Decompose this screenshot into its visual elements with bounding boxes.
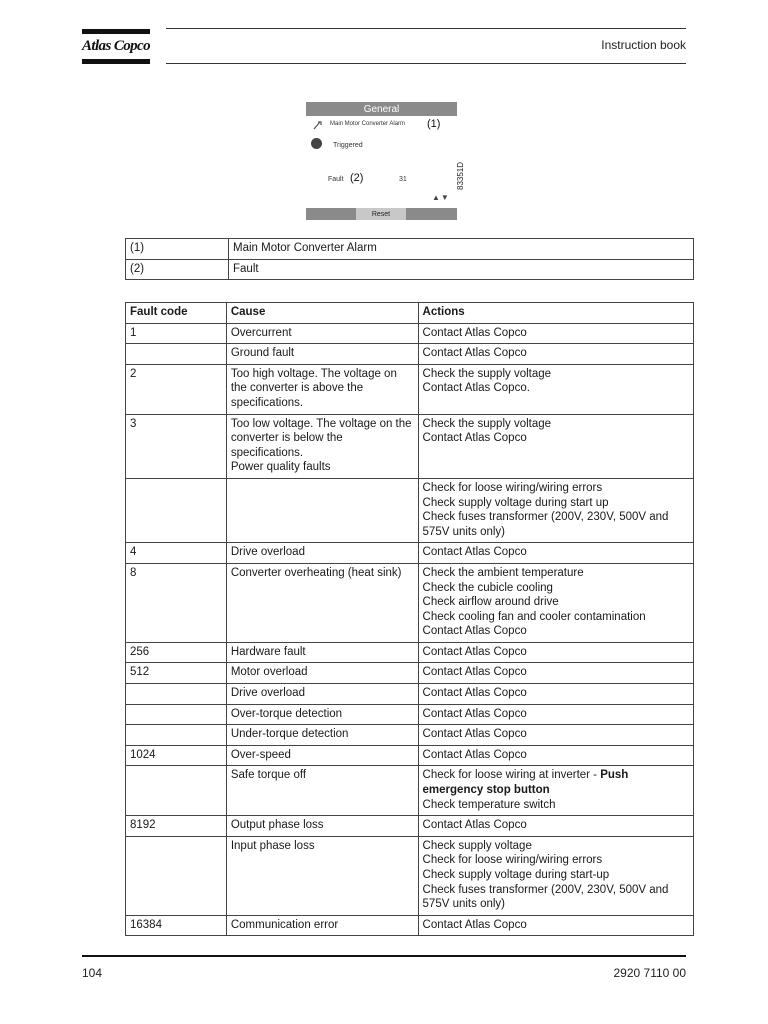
actions-cell: Contact Atlas Copco [418,725,693,746]
fault-code-cell: 1024 [126,745,227,766]
table-row [126,414,694,478]
legend-desc: Main Motor Converter Alarm [229,239,694,260]
fault-code-table [125,302,694,936]
table-header-row [126,303,694,324]
table-row [126,836,694,915]
actions-cell: Check for loose wiring/wiring errors Check supply voltage during start up Check fuses transformer (200V, 230V, 500V and 575V units only) [418,478,693,542]
cause-cell: Overcurrent [226,323,418,344]
fault-code-cell: 512 [126,663,227,684]
cause-cell: Output phase loss [226,816,418,837]
legend-ref: (2) [126,259,229,280]
header-actions: Actions [418,303,693,324]
fault-code-cell [126,704,227,725]
document-number: 2920 7110 00 [613,966,686,980]
actions-cell: Contact Atlas Copco [418,663,693,684]
fault-code-cell: 256 [126,642,227,663]
actions-cell: Check the supply voltage Contact Atlas Copco [418,414,693,478]
cause-cell: Hardware fault [226,642,418,663]
actions-cell: Contact Atlas Copco [418,915,693,936]
screen-fault-value: 31 [399,176,407,183]
header-rule-top [166,28,686,29]
fault-code-cell [126,725,227,746]
actions-cell [418,766,693,816]
header-cause: Cause [226,303,418,324]
actions-cell: Contact Atlas Copco [418,642,693,663]
fault-code-cell [126,836,227,915]
screen-reset-button: Reset [356,208,406,220]
legend-desc: Fault [229,259,694,280]
screen-fault-label: Fault [328,176,344,183]
table-row [126,344,694,365]
cause-cell: Drive overload [226,684,418,705]
header-title: Instruction book [601,38,686,52]
actions-cell: Contact Atlas Copco [418,323,693,344]
callout-2: (2) [350,172,364,184]
actions-cell: Contact Atlas Copco [418,543,693,564]
table-row [126,543,694,564]
table-row [126,684,694,705]
table-row [126,239,694,260]
header-fault-code: Fault code [126,303,227,324]
fault-code-cell: 4 [126,543,227,564]
action-text: Check for loose wiring at inverter - [422,769,601,782]
header-rule-bottom [166,63,686,64]
screen-alarm-text: Main Motor Converter Alarm [330,121,406,127]
scroll-arrows-icon: ▲▼ [432,193,450,202]
actions-cell: Contact Atlas Copco [418,816,693,837]
table-row [126,816,694,837]
cause-cell: Motor overload [226,663,418,684]
atlas-copco-logo [82,29,150,64]
table-row [126,323,694,344]
cause-cell: Input phase loss [226,836,418,915]
cause-cell: Drive overload [226,543,418,564]
fault-code-cell: 16384 [126,915,227,936]
table-row [126,642,694,663]
actions-cell: Contact Atlas Copco [418,344,693,365]
fault-code-cell: 8 [126,563,227,642]
table-row [126,766,694,816]
fault-code-cell [126,344,227,365]
table-row [126,364,694,414]
controller-screen-figure [306,102,457,219]
table-row [126,563,694,642]
cause-cell: Ground fault [226,344,418,365]
action-emphasis: Push emergency stop button [422,769,629,797]
actions-cell: Check supply voltage Check for loose wiring/wiring errors Check supply voltage during start-up Check fuses transformer (200V, 230V, 500V and 575V units only) [418,836,693,915]
table-row [126,478,694,542]
table-row [126,725,694,746]
cause-cell: Converter overheating (heat sink) [226,563,418,642]
fault-code-cell [126,766,227,816]
wrench-icon [312,121,322,131]
cause-cell: Safe torque off [226,766,418,816]
actions-cell: Check the supply voltage Contact Atlas Copco. [418,364,693,414]
cause-cell: Communication error [226,915,418,936]
cause-cell: Over-speed [226,745,418,766]
figure-id: 83351D [456,161,465,190]
legend-table [125,238,694,280]
table-row [126,745,694,766]
actions-cell: Contact Atlas Copco [418,745,693,766]
legend-ref: (1) [126,239,229,260]
logo-bar-bottom [82,59,150,64]
cause-cell: Over-torque detection [226,704,418,725]
fault-code-cell [126,478,227,542]
cause-cell: Under-torque detection [226,725,418,746]
fault-code-cell: 3 [126,414,227,478]
fault-code-cell [126,684,227,705]
actions-cell: Contact Atlas Copco [418,704,693,725]
screen-status-text: Triggered [333,142,363,149]
table-row [126,663,694,684]
actions-cell: Check the ambient temperature Check the cubicle cooling Check airflow around drive Check cooling fan and cooler contamination Contact Atlas Copco [418,563,693,642]
footer-rule [82,955,686,957]
cause-cell: Too low voltage. The voltage on the converter is below the specifications. Power quality faults [226,414,418,478]
table-row [126,259,694,280]
fault-code-cell: 1 [126,323,227,344]
table-row [126,704,694,725]
screen-title: General [306,102,457,116]
logo-text: Atlas Copco [82,38,150,54]
cause-cell [226,478,418,542]
actions-cell: Contact Atlas Copco [418,684,693,705]
callout-1: (1) [427,118,441,130]
cause-cell: Too high voltage. The voltage on the converter is above the specifications. [226,364,418,414]
fault-code-cell: 8192 [126,816,227,837]
logo-bar-top [82,29,150,34]
fault-code-cell: 2 [126,364,227,414]
page-number: 104 [82,966,103,980]
alarm-status-icon [311,138,322,149]
action-text: Check temperature switch [422,798,556,811]
table-row [126,915,694,936]
